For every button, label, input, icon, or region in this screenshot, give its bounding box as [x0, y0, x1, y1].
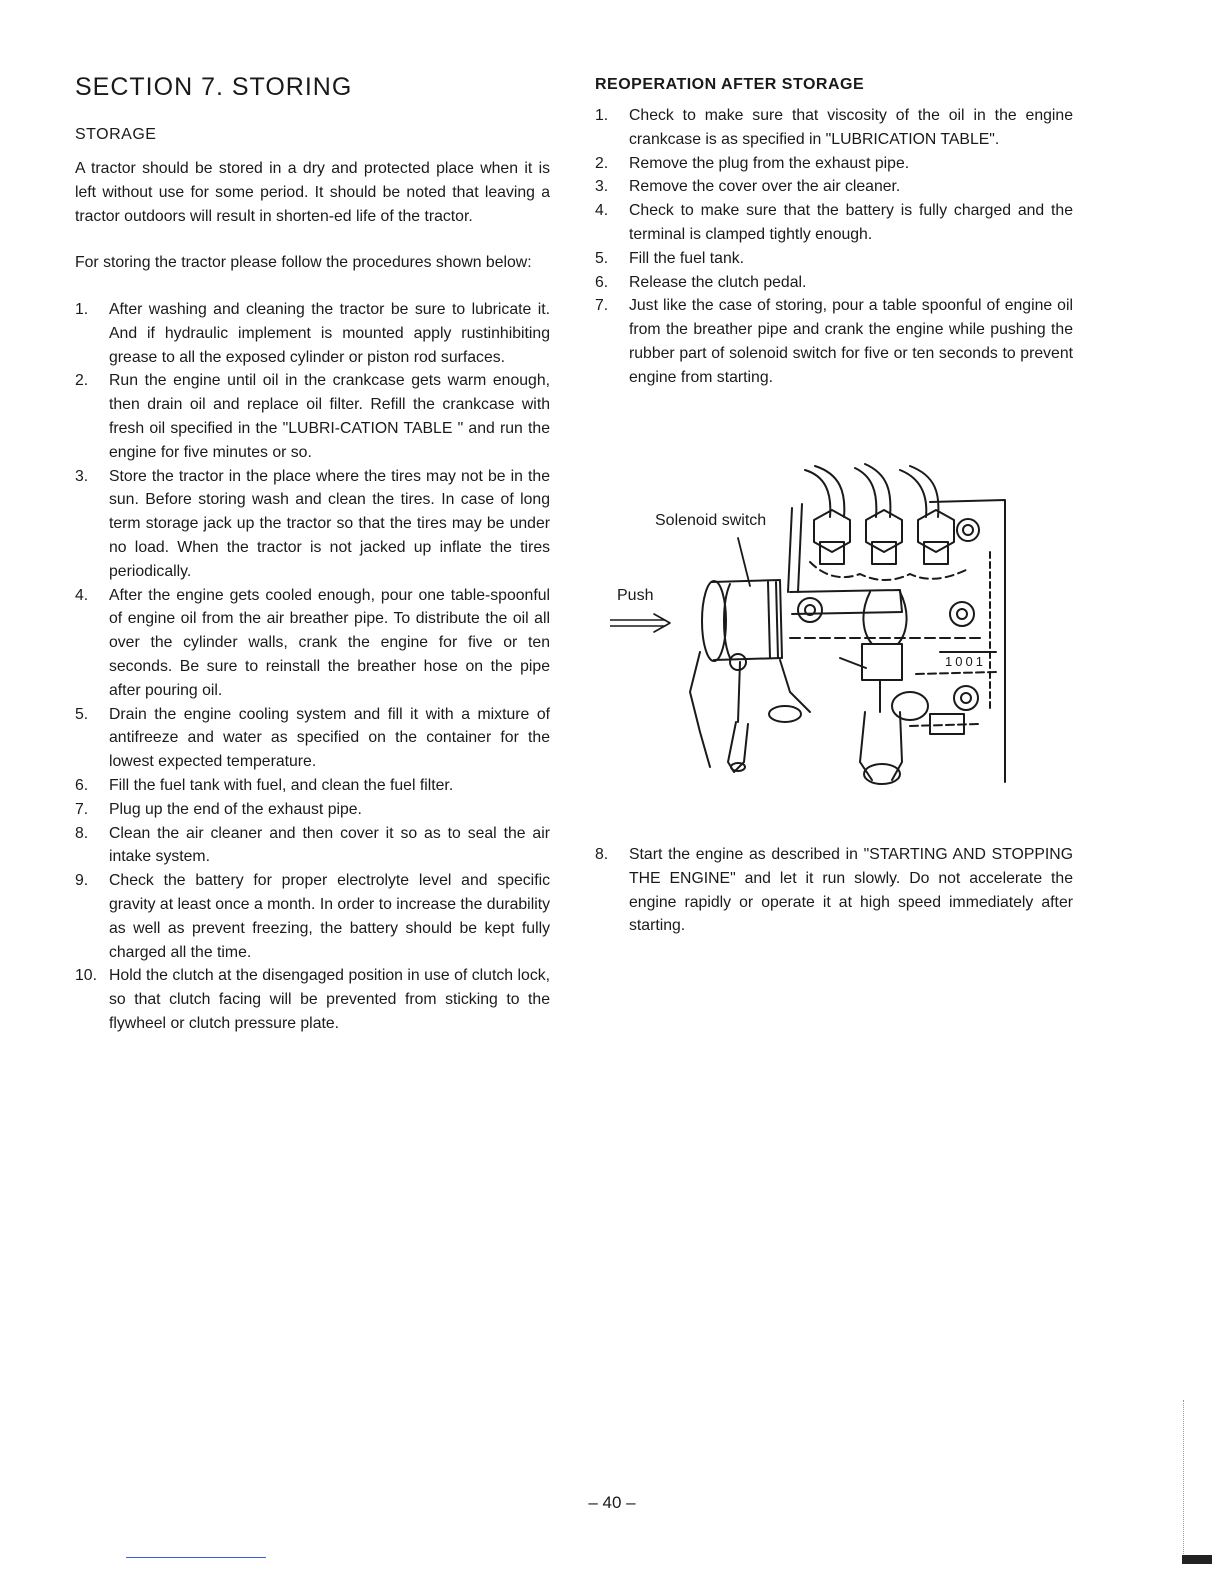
step-text: Just like the case of storing, pour a table spoonful of engine oil from the breather pipe and crank the engine while pushing the rubber part of solenoid switch for five or ten seconds to prevent engine from starting.: [629, 297, 1073, 386]
footer-rule: [126, 1557, 266, 1558]
step-number: 5.: [75, 705, 89, 723]
list-item: [75, 465, 550, 584]
list-item: [75, 822, 550, 870]
step-text: Store the tractor in the place where the tires may not be in the sun. Before storing wash and clean the tires. In case of long term storage jack up the tractor so that the tires may be under no load. When the tractor is not jacked up inflate the tires periodically.: [109, 467, 550, 580]
step-text: Drain the engine cooling system and fill it with a mixture of antifreeze and water as specified on the container for the lowest expected temperature.: [109, 705, 550, 771]
step-text: Fill the fuel tank with fuel, and clean the fuel filter.: [109, 776, 454, 794]
step-text: Release the clutch pedal.: [629, 273, 807, 291]
list-item: [595, 271, 1073, 295]
step-text: Remove the plug from the exhaust pipe.: [629, 154, 910, 172]
step-text: After washing and cleaning the tractor be sure to lubricate it. And if hydraulic implement is mounted apply rustinhibiting grease to all the exposed cylinder or piston rod surfaces.: [109, 301, 550, 366]
reoperation-heading: REOPERATION AFTER STORAGE: [595, 76, 865, 93]
part-number-label: 1001: [945, 654, 986, 669]
step-text: Check to make sure that the battery is fully charged and the terminal is clamped tightly enough.: [629, 202, 1073, 243]
step-number: 7.: [595, 297, 609, 315]
step-text: After the engine gets cooled enough, pour one table-spoonful of engine oil from the air breather pipe. To distribute the oil all over the cylinder walls, crank the engine for five or ten seconds. Be sure to reinstall the breather hose on the pipe after pouring oil.: [109, 586, 550, 699]
step-text: Remove the cover over the air cleaner.: [629, 178, 901, 196]
step-number: 3.: [75, 467, 89, 485]
step-text: Hold the clutch at the disengaged position in use of clutch lock, so that clutch facing will be prevented from sticking to the flywheel or clutch pressure plate.: [109, 967, 550, 1032]
step-number: 8.: [595, 846, 609, 863]
list-item: [595, 294, 1073, 389]
list-item: [595, 247, 1073, 271]
solenoid-switch-label: Solenoid switch: [655, 512, 767, 529]
step-text: Run the engine until oil in the crankcase gets warm enough, then drain oil and replace oil filter. Refill the crankcase with fresh oil specified in the "LUBRI-CATION TABLE " and run the engine for five minutes or so.: [109, 372, 550, 461]
step-text: Fill the fuel tank.: [629, 249, 745, 267]
step-number: 8.: [75, 824, 89, 842]
list-item: [75, 584, 550, 703]
step-number: 7.: [75, 800, 89, 818]
list-item: [75, 774, 550, 798]
step-number: 10.: [75, 967, 97, 985]
step-number: 4.: [595, 202, 609, 220]
list-item: [595, 152, 1073, 176]
push-label: Push: [617, 587, 654, 604]
step-number: 2.: [595, 154, 609, 172]
solenoid-switch-figure: [610, 462, 1020, 802]
storage-intro-paragraph: A tractor should be stored in a dry and protected place when it is left without use for some period. It should be noted that leaving a tractor outdoors will result in shorten-ed life of the tractor.: [75, 160, 550, 225]
step-number: 5.: [595, 249, 609, 267]
storage-intro-paragraph-2: For storing the tractor please follow the procedures shown below:: [75, 254, 532, 271]
list-item: [595, 199, 1073, 247]
reoperation-steps-list-continued: [595, 843, 1073, 938]
storage-heading: STORAGE: [75, 126, 157, 143]
step-text: Clean the air cleaner and then cover it so as to seal the air intake system.: [109, 824, 550, 866]
list-item: [75, 798, 550, 822]
step-number: 1.: [595, 107, 609, 124]
scan-edge-tab: [1182, 1555, 1212, 1564]
list-item: [75, 869, 550, 964]
list-item: [75, 369, 550, 464]
section-title: SECTION 7. STORING: [75, 73, 353, 101]
reoperation-steps-list: [595, 104, 1073, 390]
page-number: – 40 –: [588, 1493, 636, 1512]
list-item: [595, 104, 1073, 152]
list-item: [595, 175, 1073, 199]
scan-edge-strip: [1183, 1400, 1185, 1560]
step-number: 2.: [75, 372, 89, 390]
list-item: [75, 703, 550, 774]
list-item: [75, 964, 550, 1035]
step-number: 6.: [595, 273, 609, 291]
step-number: 1.: [75, 301, 89, 318]
list-item: [595, 843, 1073, 938]
step-text: Check to make sure that viscosity of the oil in the engine crankcase is as specified in "LUBRICATION TABLE".: [629, 107, 1073, 148]
step-text: Plug up the end of the exhaust pipe.: [109, 800, 362, 818]
step-text: Start the engine as described in "STARTING AND STOPPING THE ENGINE" and let it run slowly. Do not accelerate the engine rapidly or operate it at high speed immediately after starting.: [629, 846, 1073, 935]
step-number: 9.: [75, 872, 89, 890]
step-number: 3.: [595, 178, 609, 196]
list-item: [75, 298, 550, 369]
step-text: Check the battery for proper electrolyte level and specific gravity at least once a month. In order to increase the durability as well as prevent freezing, the battery should be kept fully charged all the time.: [109, 872, 550, 961]
storage-steps-list: [75, 298, 550, 1036]
step-number: 4.: [75, 586, 89, 604]
step-number: 6.: [75, 776, 89, 794]
